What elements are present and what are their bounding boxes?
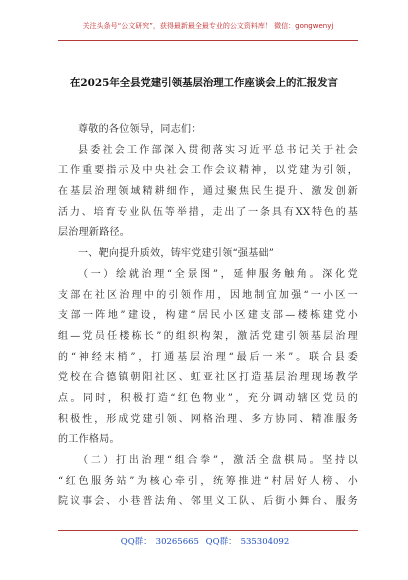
- paragraph-line: （二）打出治理“组合拳”，激活全盘棋局。坚持以: [78, 455, 358, 466]
- document-body: [58, 120, 358, 513]
- qq-group-label-2: QQ群：: [205, 537, 237, 547]
- qq-group-number-1: 30265665: [155, 537, 199, 547]
- paragraph-line: 支部一阵地”建设，构建“居民小区建支部—楼栋建党小: [58, 310, 358, 322]
- paragraph-line: 工作重要指示及中央社会工作会议精神，以党建为引领，: [58, 165, 358, 177]
- paragraph-line: 党校在合德镇朝阳社区、虹亚社区打造基层治理现场教学: [58, 372, 358, 384]
- document-title: 在2025年全县党建引领基层治理工作座谈会上的汇报发言: [70, 77, 338, 89]
- paragraph-line: 组—党员任楼栋长”的组织构架，激活党建引领基层治理: [58, 330, 358, 342]
- paragraph-line: 点。同时，积极打造“红色物业”，充分调动辖区党员的: [58, 392, 358, 404]
- paragraph-line: 在基层治理领域精耕细作，通过聚焦民生提升、激发创新: [58, 186, 358, 198]
- paragraph-line: （一）绘就治理“全景图”，延伸服务触角。深化党: [78, 268, 358, 280]
- paragraph-line: 的工作格局。: [58, 434, 120, 446]
- paragraph-line: 院议事会、小巷普法角、邻里义工队、后街小舞台、服务: [58, 496, 358, 508]
- paragraph-line: 层治理新路径。: [58, 227, 131, 239]
- paragraph-line: 的“神经末梢”，打通基层治理“最后一米”。联合县委: [58, 351, 358, 363]
- header-divider: [58, 40, 358, 41]
- paragraph-line: 积极性，形成党建引领、网格治理、多方协同、精准服务: [58, 413, 358, 425]
- paragraph-line: 县委社会工作部深入贯彻落实习近平总书记关于社会: [78, 144, 358, 156]
- paragraph-line: “红色服务站”为核心牵引，统筹推进“村居好人榜、小: [58, 475, 358, 487]
- section-heading-1: 一、靶向提升质效，铸牢党建引领“强基础”: [78, 248, 275, 260]
- paragraph-line: 活力、培育专业队伍等举措，走出了一条具有XX特色的基: [58, 206, 358, 218]
- qq-group-number-2: 535304092: [240, 537, 290, 547]
- footer-contact: [60, 535, 350, 547]
- salutation-line: 尊敬的各位领导，同志们：: [78, 124, 202, 135]
- header-banner: 关注头条号“公文研究”，获得最新最全最专业的公文资料库！ 微信：gongwenyj: [82, 22, 334, 30]
- footer-divider: [58, 530, 358, 531]
- qq-group-label-1: QQ群：: [120, 537, 152, 547]
- paragraph-line: 支部在社区治理中的引领作用，因地制宜加强“一小区一: [58, 289, 358, 301]
